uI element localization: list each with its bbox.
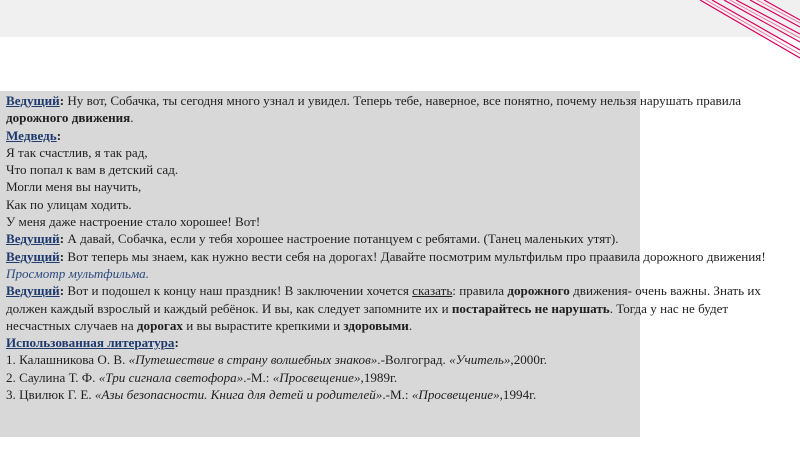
speaker-bear: Медведь [6, 127, 57, 143]
speaker-host: Ведущий [6, 93, 60, 108]
paragraph-bear: Медведь: [6, 127, 62, 143]
reference-item: 2. Саулина Т. Ф. «Три сигнала светофора».-М.: «Просвещение»,1989г. [6, 369, 398, 385]
speaker-host: Ведущий [6, 248, 60, 264]
reference-item: 3. Цвилюк Г. Е. «Азы безопасности. Книга для детей и родителей».-М.: «Просвещение»,1994г. [6, 387, 537, 403]
film-note: Просмотр мультфильма. [6, 265, 149, 281]
poem-line: Могли меня вы научить, [6, 179, 142, 195]
poem-line: Я так счастлив, я так рад, [6, 144, 148, 160]
slide-text [6, 92, 796, 403]
speaker-host: Ведущий [6, 231, 60, 247]
speaker-host: Ведущий [6, 283, 60, 299]
references-heading: Использованная литература: [6, 335, 179, 351]
poem-line: У меня даже настроение стало хорошее! Вот! [6, 214, 261, 230]
paragraph-host-2: Ведущий: А давай, Собачка, если у тебя хорошее настроение потанцуем с ребятами. (Танец маленьких утят). [6, 231, 619, 247]
poem-line: Как по улицам ходить. [6, 196, 132, 212]
poem-line: Что попал к вам в детский сад. [6, 162, 179, 178]
decorative-lines [680, 0, 800, 60]
paragraph-host-1: Ведущий: Ну вот, Собачка, ты сегодня много узнал и увидел. Теперь тебе, наверное, все понятно, почему нельзя нарушать правила дорожного движения. [6, 93, 742, 126]
paragraph-host-3: Ведущий: Вот теперь мы знаем, как нужно вести себя на дорогах! Давайте посмотрим мультфильм про праавила дорожного движения! [6, 248, 766, 264]
paragraph-host-4: Ведущий: Вот и подошел к концу наш праздник! В заключении хочется сказать: правила дорожного движения- очень важны. Знать их должен каждый взрослый и каждый ребёнок. И вы, как следует запомните их и постарайтесь не нарушать. Тогда у нас не будет несчастных случаев на дорогах и вы вырастите крепкими и здоровыми. [6, 283, 761, 333]
reference-item: 1. Калашникова О. В. «Путешествие в страну волшебных знаков».-Волгоград. «Учитель»,2000г. [6, 352, 548, 368]
